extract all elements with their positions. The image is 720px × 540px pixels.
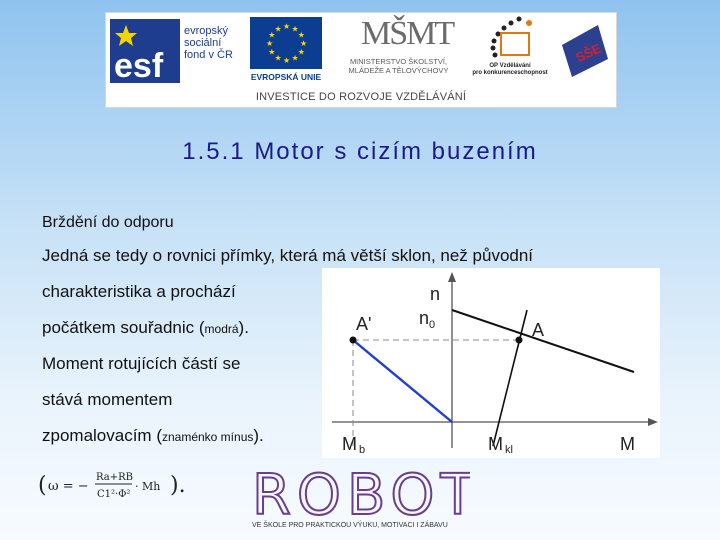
op-subtitle: OP Vzdělávání pro konkurenceschopnost bbox=[472, 63, 548, 76]
eu-star-icon: ★ bbox=[297, 47, 305, 57]
eu-star-icon: ★ bbox=[283, 22, 291, 31]
op-logo bbox=[471, 15, 549, 89]
sse-logo bbox=[558, 15, 612, 87]
eu-flag-icon bbox=[250, 17, 322, 69]
label-a: A bbox=[532, 320, 545, 340]
eu-star-icon: ★ bbox=[268, 30, 276, 40]
esf-mark-icon bbox=[110, 19, 180, 83]
body-line-5: stává momentem bbox=[42, 390, 173, 409]
label-n0: $n_0$ bbox=[419, 308, 436, 331]
label-n: n bbox=[430, 284, 441, 304]
roboti-tagline: VE ŠKOLE PRO PRAKTICKOU VÝUKU, MOTIVACI I ZÁBAVU bbox=[252, 522, 448, 529]
eu-star-icon: ★ bbox=[300, 39, 308, 48]
page-title: 1.5.1 Motor s cizím buzením bbox=[182, 138, 538, 165]
svg-text:C1²·Φ²: C1²·Φ² bbox=[97, 489, 131, 500]
eu-star-icon: ★ bbox=[266, 39, 274, 48]
svg-text:ω = −: ω = − bbox=[48, 479, 89, 494]
svg-text:SŠE: SŠE bbox=[573, 40, 604, 66]
op-dots-icon bbox=[471, 15, 549, 63]
body-line-3: počátkem souřadnic (modrá). bbox=[42, 318, 249, 337]
esf-logo bbox=[110, 17, 240, 87]
body-line-1: Jedná se tedy o rovnici přímky, která má větší sklon, než původní bbox=[42, 246, 534, 265]
logo-banner bbox=[105, 12, 617, 108]
eu-star-icon: ★ bbox=[291, 24, 299, 34]
eu-star-icon: ★ bbox=[283, 56, 291, 65]
eu-star-icon: ★ bbox=[274, 24, 282, 34]
svg-text:esf: esf bbox=[114, 47, 164, 83]
eu-star-icon: ★ bbox=[268, 47, 276, 57]
body-line-4: Moment rotujících částí se bbox=[42, 354, 241, 373]
label-mkl: Mkl bbox=[488, 434, 513, 456]
roboti-logo bbox=[250, 462, 470, 520]
msmt-logo bbox=[331, 15, 466, 87]
eu-star-icon: ★ bbox=[291, 53, 299, 63]
body-line-2: charakteristika a prochází bbox=[42, 282, 236, 301]
msmt-mark: MŠMT bbox=[361, 15, 454, 52]
svg-text:Ra+RB: Ra+RB bbox=[96, 472, 133, 483]
label-a-prime: A' bbox=[356, 314, 372, 334]
svg-text:· Mh: · Mh bbox=[135, 480, 161, 493]
eu-star-icon: ★ bbox=[297, 30, 305, 40]
omega-formula bbox=[38, 464, 198, 504]
eu-logo bbox=[246, 17, 326, 85]
point-a bbox=[516, 337, 523, 344]
svg-text:).: ). bbox=[170, 473, 186, 498]
eu-star-icon: ★ bbox=[274, 53, 282, 63]
esf-text: evropský sociální fond v ČR bbox=[184, 25, 233, 61]
body-line-6: zpomalovacím (znaménko mínus). bbox=[42, 426, 264, 445]
label-mb: Mb bbox=[342, 434, 366, 456]
blue-braking-line bbox=[353, 340, 452, 422]
eu-label: EVROPSKÁ UNIE bbox=[250, 72, 322, 82]
svg-text:(: ( bbox=[38, 473, 47, 498]
svg-text:ROBOTI: ROBOT bbox=[252, 463, 470, 520]
label-m: M bbox=[620, 434, 635, 454]
point-a-prime bbox=[350, 337, 357, 344]
banner-footer: INVESTICE DO ROZVOJE VZDĚLÁVÁNÍ bbox=[255, 91, 467, 103]
characteristic-diagram bbox=[322, 268, 660, 458]
section-subtitle: Brždění do odporu bbox=[42, 214, 174, 231]
msmt-subtitle: MINISTERSTVO ŠKOLSTVÍ, MLÁDEŽE A TĚLOVÝCHOVY bbox=[348, 57, 449, 75]
